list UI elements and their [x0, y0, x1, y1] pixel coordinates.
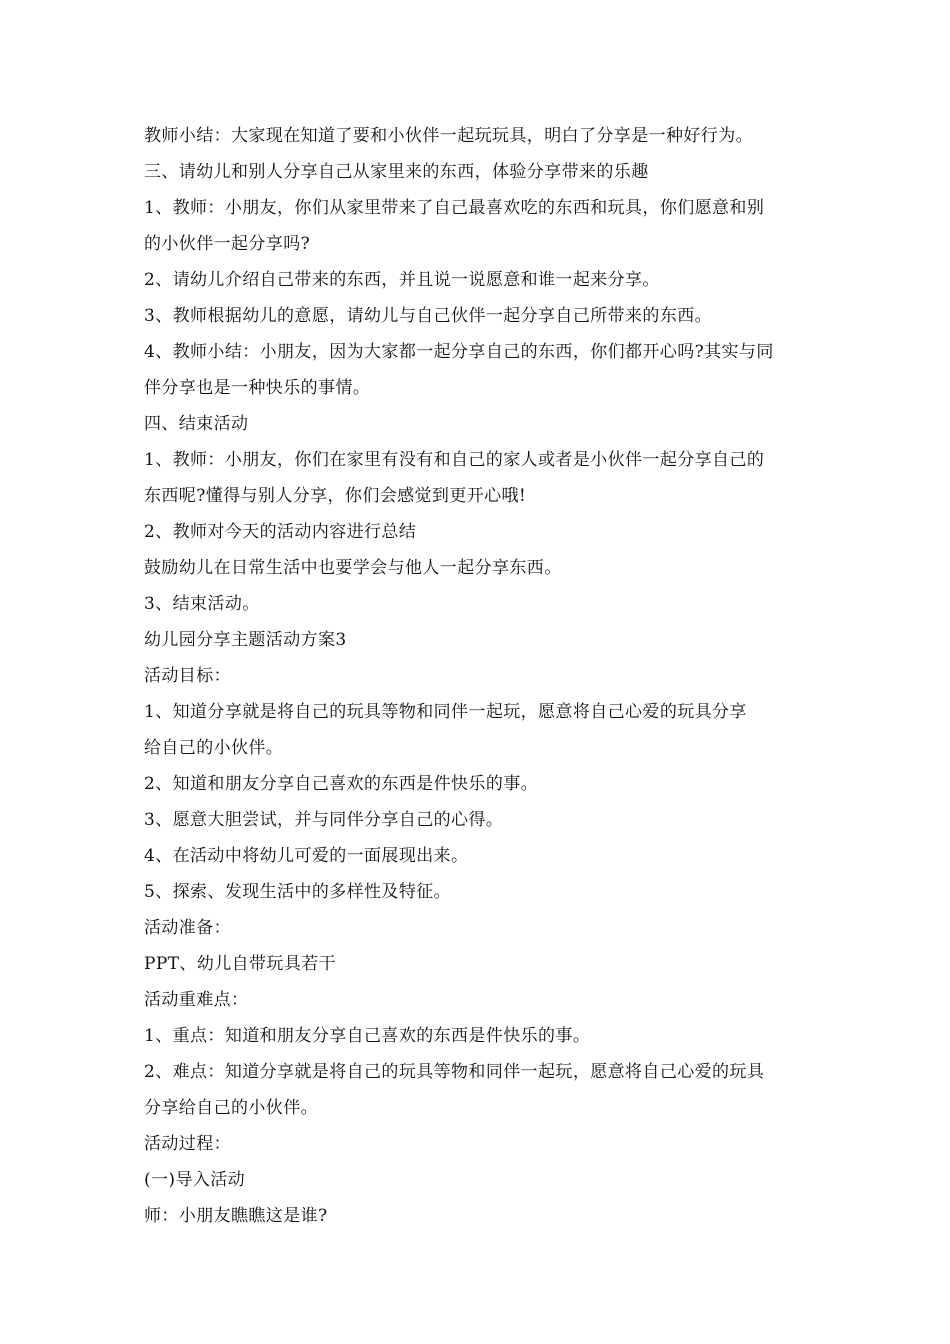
text-line: 1、教师：小朋友，你们从家里带来了自己最喜欢吃的东西和玩具，你们愿意和别 [144, 198, 765, 218]
text-line: 东西呢?懂得与别人分享，你们会感觉到更开心哦! [144, 486, 527, 506]
plan-title: 幼儿园分享主题活动方案3 [144, 630, 347, 650]
text-line: 分享给自己的小伙伴。 [144, 1098, 318, 1118]
text-line: 2、知道和朋友分享自己喜欢的东西是件快乐的事。 [144, 774, 539, 794]
text-line: 1、教师：小朋友，你们在家里有没有和自己的家人或者是小伙伴一起分享自己的 [144, 450, 765, 470]
section-heading: 四、结束活动 [144, 414, 249, 434]
text-line: 鼓励幼儿在日常生活中也要学会与他人一起分享东西。 [144, 558, 562, 578]
text-line: PPT、幼儿自带玩具若干 [144, 954, 337, 974]
text-line: 2、难点：知道分享就是将自己的玩具等物和同伴一起玩，愿意将自己心爱的玩具 [144, 1062, 765, 1082]
section-heading: 活动过程： [144, 1134, 231, 1154]
text-line: 3、结束活动。 [144, 594, 260, 614]
text-line: 4、教师小结：小朋友，因为大家都一起分享自己的东西，你们都开心吗?其实与同 [144, 342, 774, 362]
text-line: 1、重点：知道和朋友分享自己喜欢的东西是件快乐的事。 [144, 1026, 591, 1046]
text-line: 5、探索、发现生活中的多样性及特征。 [144, 882, 452, 902]
text-line: 伴分享也是一种快乐的事情。 [144, 378, 371, 398]
text-line: 给自己的小伙伴。 [144, 738, 284, 758]
text-line: 3、教师根据幼儿的意愿，请幼儿与自己伙伴一起分享自己所带来的东西。 [144, 306, 713, 326]
section-heading: 活动重难点： [144, 990, 249, 1010]
text-line: 2、请幼儿介绍自己带来的东西，并且说一说愿意和谁一起来分享。 [144, 270, 660, 290]
text-line: 教师小结：大家现在知道了要和小伙伴一起玩玩具，明白了分享是一种好行为。 [144, 126, 753, 146]
text-line: 师：小朋友瞧瞧这是谁? [144, 1206, 328, 1226]
text-line: 4、在活动中将幼儿可爱的一面展现出来。 [144, 846, 469, 866]
section-heading: 活动目标： [144, 666, 231, 686]
document-body [144, 118, 814, 1234]
text-line: 2、教师对今天的活动内容进行总结 [144, 522, 417, 542]
text-line: 3、愿意大胆尝试，并与同伴分享自己的心得。 [144, 810, 504, 830]
section-heading: 活动准备： [144, 918, 231, 938]
section-heading: 三、请幼儿和别人分享自己从家里来的东西，体验分享带来的乐趣 [144, 162, 649, 182]
text-line: 的小伙伴一起分享吗? [144, 234, 311, 254]
text-line: 1、知道分享就是将自己的玩具等物和同伴一起玩，愿意将自己心爱的玩具分享 [144, 702, 747, 722]
text-line: (一)导入活动 [144, 1170, 246, 1190]
